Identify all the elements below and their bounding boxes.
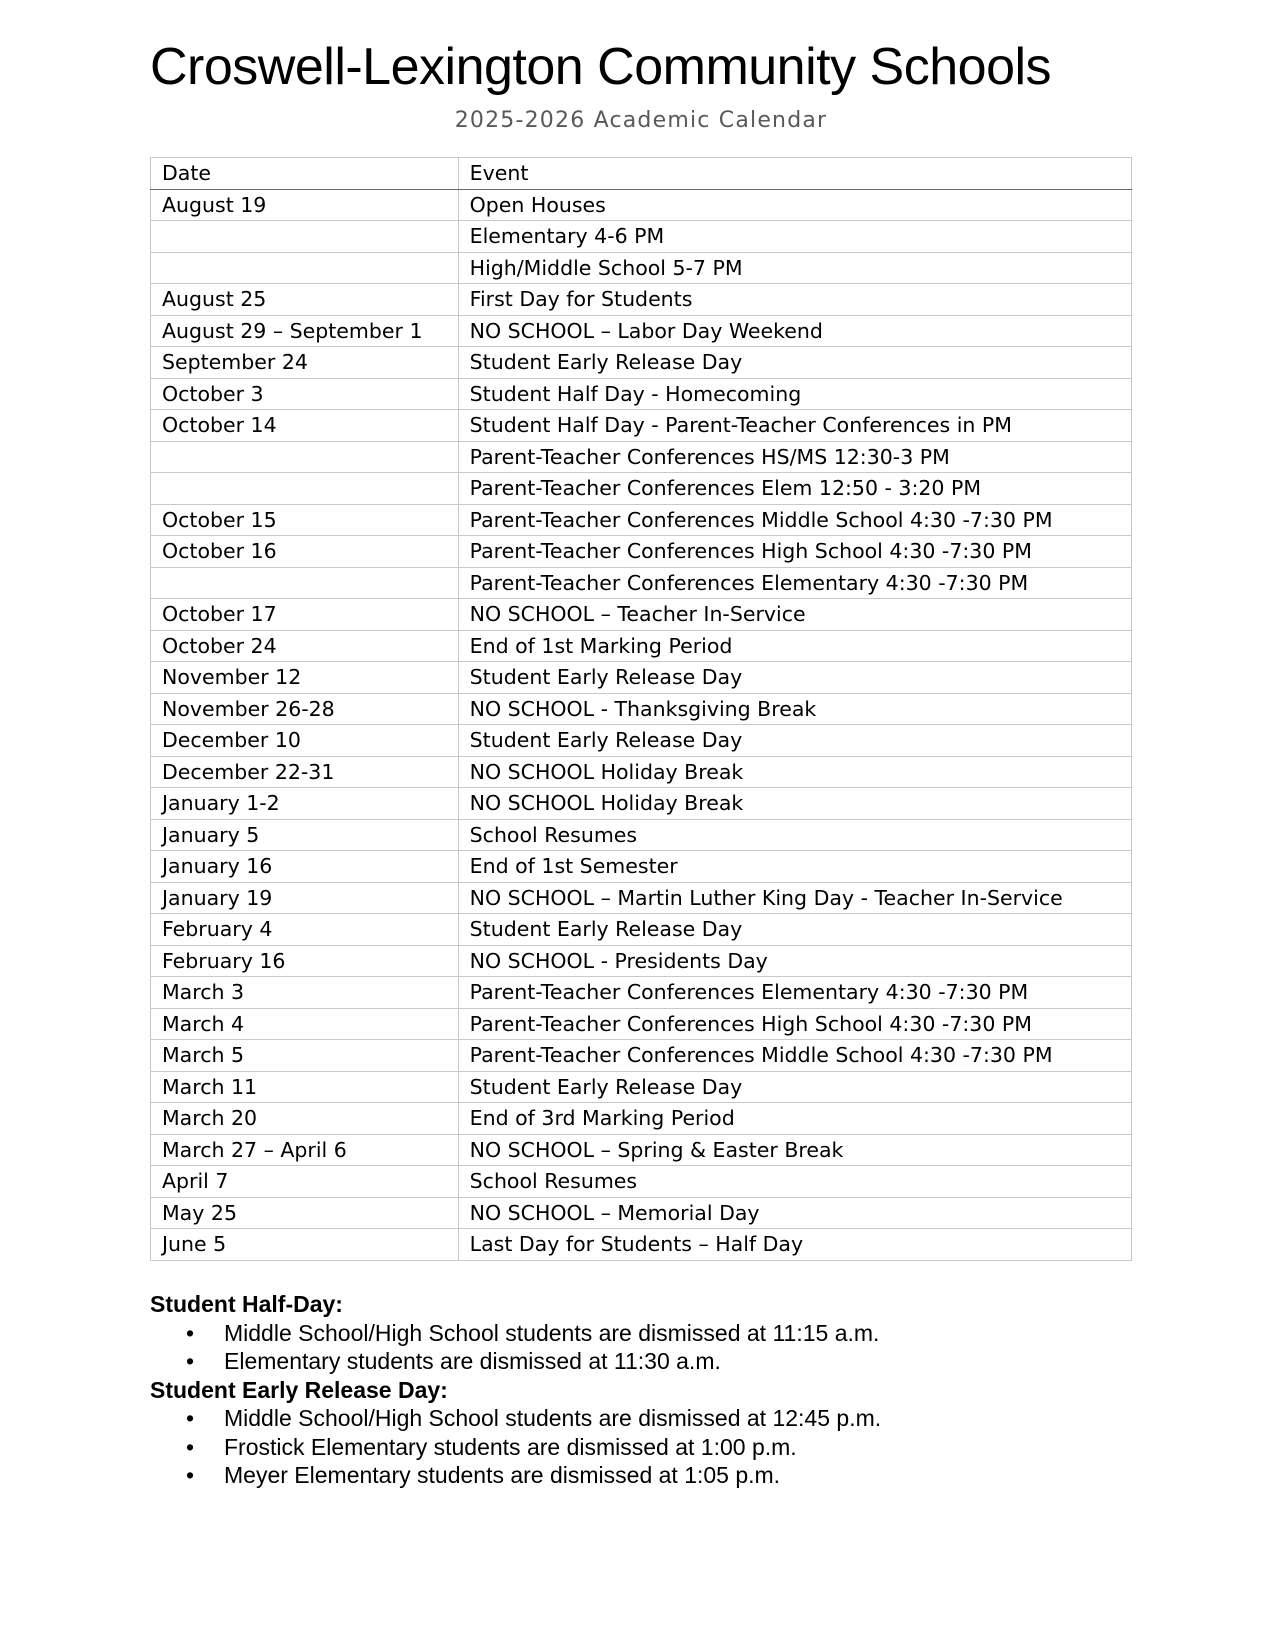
table-row xyxy=(151,504,1132,536)
event-cell: School Resumes xyxy=(458,1166,1131,1198)
date-cell: October 24 xyxy=(151,630,459,662)
date-cell: February 16 xyxy=(151,945,459,977)
table-row xyxy=(151,630,1132,662)
event-cell: High/Middle School 5-7 PM xyxy=(458,252,1131,284)
page-title: Croswell-Lexington Community Schools xyxy=(150,38,1052,96)
event-cell: Student Early Release Day xyxy=(458,662,1131,694)
event-cell: NO SCHOOL – Spring & Easter Break xyxy=(458,1134,1131,1166)
date-cell: October 16 xyxy=(151,536,459,568)
date-cell: January 16 xyxy=(151,851,459,883)
table-row xyxy=(151,378,1132,410)
date-cell: March 3 xyxy=(151,977,459,1009)
bullet-icon: • xyxy=(186,1462,195,1488)
date-cell xyxy=(151,441,459,473)
date-cell: March 4 xyxy=(151,1008,459,1040)
date-cell xyxy=(151,252,459,284)
list-item-text: Meyer Elementary students are dismissed at 1:05 p.m. xyxy=(224,1462,781,1488)
list-item xyxy=(150,1319,1132,1348)
date-cell: March 5 xyxy=(151,1040,459,1072)
date-cell: October 17 xyxy=(151,599,459,631)
event-cell: Student Early Release Day xyxy=(458,1071,1131,1103)
event-cell: Elementary 4-6 PM xyxy=(458,221,1131,253)
table-row xyxy=(151,756,1132,788)
date-cell: January 5 xyxy=(151,819,459,851)
date-cell: January 1-2 xyxy=(151,788,459,820)
list-item-text: Elementary students are dismissed at 11:30 a.m. xyxy=(224,1348,721,1374)
table-row xyxy=(151,725,1132,757)
event-cell: Student Early Release Day xyxy=(458,347,1131,379)
event-cell: Parent-Teacher Conferences HS/MS 12:30-3 PM xyxy=(458,441,1131,473)
date-cell: April 7 xyxy=(151,1166,459,1198)
event-cell: Student Half Day - Parent-Teacher Conferences in PM xyxy=(458,410,1131,442)
table-header-row xyxy=(151,158,1132,190)
date-cell: March 27 – April 6 xyxy=(151,1134,459,1166)
list-item-text: Middle School/High School students are dismissed at 12:45 p.m. xyxy=(224,1405,882,1431)
table-row xyxy=(151,788,1132,820)
table-row xyxy=(151,1229,1132,1261)
date-cell: December 22-31 xyxy=(151,756,459,788)
event-cell: Student Early Release Day xyxy=(458,725,1131,757)
date-cell xyxy=(151,473,459,505)
list-item xyxy=(150,1433,1132,1462)
date-cell: December 10 xyxy=(151,725,459,757)
table-row xyxy=(151,410,1132,442)
event-cell: NO SCHOOL Holiday Break xyxy=(458,788,1131,820)
bullet-icon: • xyxy=(186,1319,195,1346)
date-cell: March 20 xyxy=(151,1103,459,1135)
bullet-icon: • xyxy=(186,1433,195,1460)
event-cell: End of 1st Semester xyxy=(458,851,1131,883)
table-row xyxy=(151,599,1132,631)
date-cell: November 26-28 xyxy=(151,693,459,725)
table-row xyxy=(151,347,1132,379)
table-row xyxy=(151,221,1132,253)
list-item-text: Middle School/High School students are dismissed at 11:15 a.m. xyxy=(224,1319,880,1346)
event-cell: NO SCHOOL - Presidents Day xyxy=(458,945,1131,977)
table-row xyxy=(151,284,1132,316)
date-cell xyxy=(151,567,459,599)
calendar-table-body xyxy=(151,189,1132,1260)
early-release-heading: Student Early Release Day: xyxy=(150,1376,448,1403)
table-row xyxy=(151,252,1132,284)
table-row xyxy=(151,882,1132,914)
event-cell: NO SCHOOL – Martin Luther King Day - Teacher In-Service xyxy=(458,882,1131,914)
table-row xyxy=(151,441,1132,473)
date-cell: September 24 xyxy=(151,347,459,379)
table-row xyxy=(151,851,1132,883)
table-row xyxy=(151,914,1132,946)
event-cell: Parent-Teacher Conferences Elem 12:50 - 3:20 PM xyxy=(458,473,1131,505)
event-cell: School Resumes xyxy=(458,819,1131,851)
event-cell: End of 3rd Marking Period xyxy=(458,1103,1131,1135)
date-cell: August 29 – September 1 xyxy=(151,315,459,347)
column-header-event: Event xyxy=(458,158,1131,190)
table-row xyxy=(151,977,1132,1009)
date-cell: October 14 xyxy=(151,410,459,442)
list-item xyxy=(150,1347,1132,1376)
event-cell: Parent-Teacher Conferences Middle School 4:30 -7:30 PM xyxy=(458,504,1131,536)
event-cell: End of 1st Marking Period xyxy=(458,630,1131,662)
event-cell: Last Day for Students – Half Day xyxy=(458,1229,1131,1261)
half-day-heading: Student Half-Day: xyxy=(150,1291,343,1317)
table-row xyxy=(151,1040,1132,1072)
table-row xyxy=(151,473,1132,505)
event-cell: Parent-Teacher Conferences Middle School 4:30 -7:30 PM xyxy=(458,1040,1131,1072)
bullet-icon: • xyxy=(186,1348,195,1374)
event-cell: Student Early Release Day xyxy=(458,914,1131,946)
table-row xyxy=(151,819,1132,851)
early-release-list xyxy=(150,1404,1132,1490)
page-subtitle: 2025-2026 Academic Calendar xyxy=(454,108,828,133)
dismissal-notes xyxy=(150,1290,1132,1490)
table-row xyxy=(151,1166,1132,1198)
date-cell: March 11 xyxy=(151,1071,459,1103)
event-cell: Parent-Teacher Conferences Elementary 4:30 -7:30 PM xyxy=(458,567,1131,599)
half-day-list xyxy=(150,1319,1132,1376)
table-row xyxy=(151,567,1132,599)
table-row xyxy=(151,1197,1132,1229)
event-cell: Parent-Teacher Conferences High School 4:30 -7:30 PM xyxy=(458,1008,1131,1040)
table-row xyxy=(151,945,1132,977)
date-cell: October 3 xyxy=(151,378,459,410)
list-item xyxy=(150,1461,1132,1490)
event-cell: NO SCHOOL Holiday Break xyxy=(458,756,1131,788)
table-row xyxy=(151,189,1132,221)
date-cell: February 4 xyxy=(151,914,459,946)
date-cell: January 19 xyxy=(151,882,459,914)
table-row xyxy=(151,536,1132,568)
event-cell: NO SCHOOL – Teacher In-Service xyxy=(458,599,1131,631)
date-cell: November 12 xyxy=(151,662,459,694)
calendar-table xyxy=(150,157,1132,1261)
event-cell: First Day for Students xyxy=(458,284,1131,316)
table-row xyxy=(151,1071,1132,1103)
list-item-text: Frostick Elementary students are dismissed at 1:00 p.m. xyxy=(224,1433,797,1460)
date-cell: August 19 xyxy=(151,189,459,221)
event-cell: NO SCHOOL - Thanksgiving Break xyxy=(458,693,1131,725)
table-row xyxy=(151,1134,1132,1166)
date-cell: May 25 xyxy=(151,1197,459,1229)
table-row xyxy=(151,662,1132,694)
date-cell: August 25 xyxy=(151,284,459,316)
bullet-icon: • xyxy=(186,1405,195,1431)
table-row xyxy=(151,315,1132,347)
table-row xyxy=(151,1008,1132,1040)
event-cell: Student Half Day - Homecoming xyxy=(458,378,1131,410)
event-cell: NO SCHOOL – Memorial Day xyxy=(458,1197,1131,1229)
event-cell: Open Houses xyxy=(458,189,1131,221)
list-item xyxy=(150,1404,1132,1433)
event-cell: NO SCHOOL – Labor Day Weekend xyxy=(458,315,1131,347)
date-cell: June 5 xyxy=(151,1229,459,1261)
event-cell: Parent-Teacher Conferences Elementary 4:30 -7:30 PM xyxy=(458,977,1131,1009)
event-cell: Parent-Teacher Conferences High School 4:30 -7:30 PM xyxy=(458,536,1131,568)
column-header-date: Date xyxy=(151,158,459,190)
date-cell: October 15 xyxy=(151,504,459,536)
date-cell xyxy=(151,221,459,253)
table-row xyxy=(151,1103,1132,1135)
table-row xyxy=(151,693,1132,725)
